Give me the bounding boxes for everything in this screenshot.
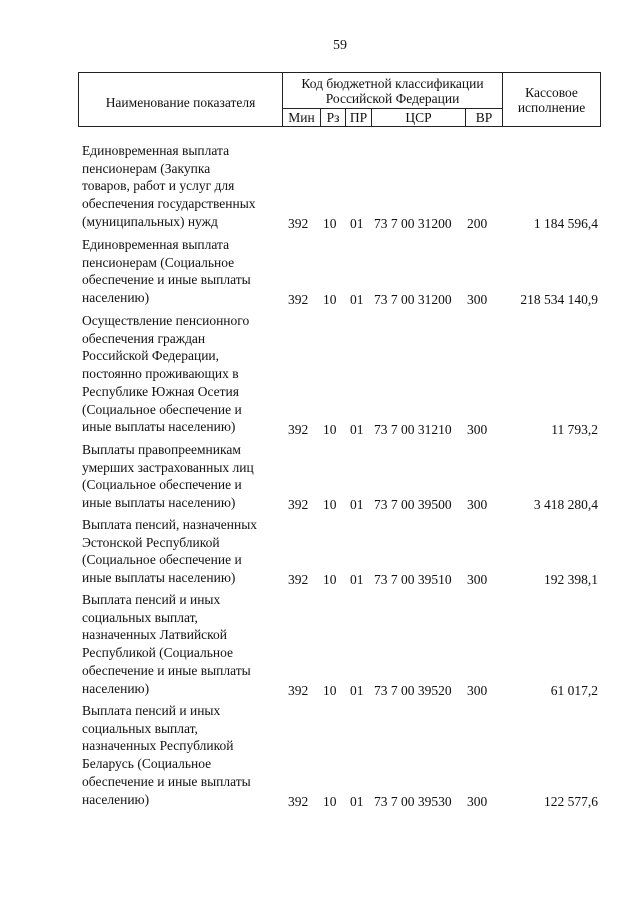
header-min: Мин bbox=[283, 109, 321, 127]
cell-min: 392 bbox=[288, 683, 309, 698]
header-code-group: Код бюджетной классификации Российской Федерации bbox=[283, 73, 503, 109]
cell-csr: 73 7 00 31200 bbox=[374, 292, 452, 307]
cell-pr: 01 bbox=[350, 216, 364, 231]
cell-rz: 10 bbox=[323, 216, 337, 231]
header-csr: ЦСР bbox=[372, 109, 466, 127]
row-name: Единовременная выплата пенсионерам (Социальное обеспечение и иные выплаты населению) bbox=[82, 237, 251, 306]
cell-csr: 73 7 00 31210 bbox=[374, 422, 452, 437]
cell-amount: 218 534 140,9 bbox=[520, 292, 598, 307]
table-row bbox=[0, 312, 640, 438]
table-row bbox=[0, 142, 640, 232]
cell-amount: 1 184 596,4 bbox=[533, 216, 598, 231]
cell-min: 392 bbox=[288, 216, 309, 231]
cell-vr: 300 bbox=[467, 422, 488, 437]
cell-rz: 10 bbox=[323, 572, 337, 587]
cell-pr: 01 bbox=[350, 683, 364, 698]
cell-pr: 01 bbox=[350, 422, 364, 437]
cell-rz: 10 bbox=[323, 794, 337, 809]
cell-rz: 10 bbox=[323, 497, 337, 512]
table-row bbox=[0, 516, 640, 588]
cell-vr: 300 bbox=[467, 292, 488, 307]
row-name: Выплата пенсий и иных социальных выплат, назначенных Латвийской Республикой (Социальное обеспечение и иные выплаты населению) bbox=[82, 592, 251, 696]
cell-min: 392 bbox=[288, 292, 309, 307]
table-row bbox=[0, 236, 640, 308]
cell-pr: 01 bbox=[350, 794, 364, 809]
header-name-column: Наименование показателя bbox=[79, 73, 283, 127]
cell-amount: 61 017,2 bbox=[550, 683, 598, 698]
row-name: Осуществление пенсионного обеспечения граждан Российской Федерации, постоянно проживающих в Республике Южная Осетия (Социальное обеспечение и иные выплаты населению) bbox=[82, 313, 250, 435]
page-number: 59 bbox=[333, 38, 347, 53]
cell-min: 392 bbox=[288, 497, 309, 512]
cell-amount: 11 793,2 bbox=[551, 422, 598, 437]
cell-amount: 3 418 280,4 bbox=[533, 497, 598, 512]
row-name: Единовременная выплата пенсионерам (Закупка товаров, работ и услуг для обеспечения государственных (муниципальных) нужд bbox=[82, 143, 256, 229]
cell-pr: 01 bbox=[350, 572, 364, 587]
table-row bbox=[0, 591, 640, 699]
header-rz: Рз bbox=[321, 109, 346, 127]
cell-min: 392 bbox=[288, 422, 309, 437]
cell-csr: 73 7 00 39510 bbox=[374, 572, 452, 587]
table-header bbox=[78, 72, 601, 127]
cell-vr: 300 bbox=[467, 683, 488, 698]
cell-csr: 73 7 00 39530 bbox=[374, 794, 452, 809]
header-pr: ПР bbox=[346, 109, 372, 127]
table-row bbox=[0, 702, 640, 810]
cell-rz: 10 bbox=[323, 683, 337, 698]
cell-vr: 200 bbox=[467, 216, 488, 231]
cell-rz: 10 bbox=[323, 422, 337, 437]
row-name: Выплата пенсий и иных социальных выплат, назначенных Республикой Беларусь (Социальное обеспечение и иные выплаты населению) bbox=[82, 703, 251, 807]
cell-csr: 73 7 00 39520 bbox=[374, 683, 452, 698]
cell-amount: 192 398,1 bbox=[544, 572, 598, 587]
cell-amount: 122 577,6 bbox=[544, 794, 598, 809]
cell-pr: 01 bbox=[350, 497, 364, 512]
row-name: Выплата пенсий, назначенных Эстонской Республикой (Социальное обеспечение и иные выплаты населению) bbox=[82, 517, 258, 586]
cell-vr: 300 bbox=[467, 572, 488, 587]
cell-pr: 01 bbox=[350, 292, 364, 307]
cell-vr: 300 bbox=[467, 497, 488, 512]
cell-min: 392 bbox=[288, 572, 309, 587]
header-execution-column: Кассовое исполнение bbox=[503, 73, 601, 127]
cell-csr: 73 7 00 39500 bbox=[374, 497, 452, 512]
cell-csr: 73 7 00 31200 bbox=[374, 216, 452, 231]
table-row bbox=[0, 441, 640, 513]
cell-min: 392 bbox=[288, 794, 309, 809]
cell-vr: 300 bbox=[467, 794, 488, 809]
header-vr: ВР bbox=[466, 109, 503, 127]
cell-rz: 10 bbox=[323, 292, 337, 307]
row-name: Выплаты правопреемникам умерших застрахованных лиц (Социальное обеспечение и иные выплаты населению) bbox=[82, 442, 254, 511]
